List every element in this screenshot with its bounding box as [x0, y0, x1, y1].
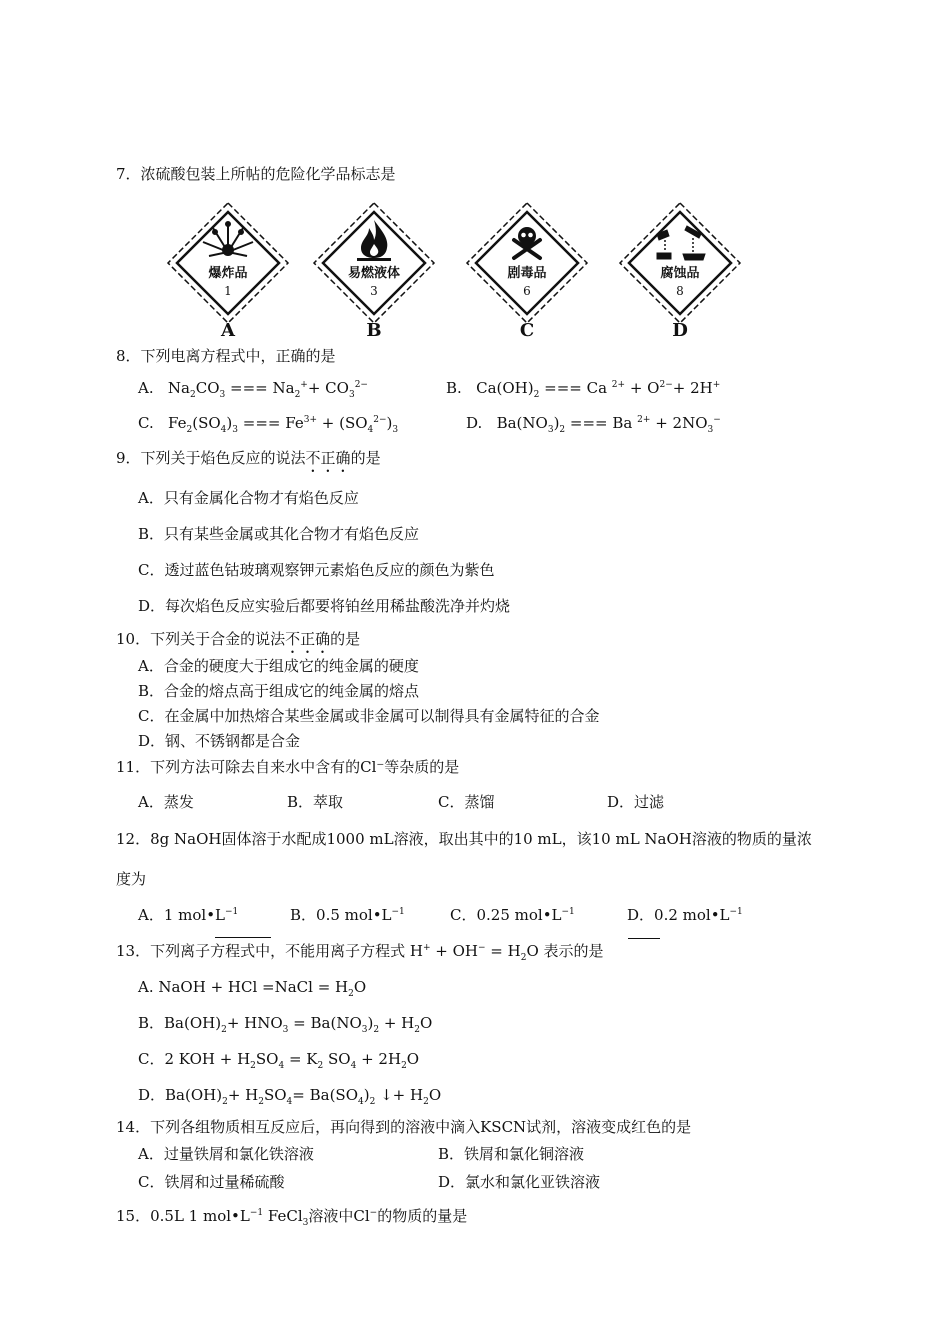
- q12-option-d: D．0.2 $mol•L^{-1}$: [627, 906, 743, 924]
- sign-c-letter: C: [519, 320, 535, 341]
- q14-stem: 14．下列各组物质相互反应后，再向得到的溶液中滴入KSCN试剂，溶液变成红色的是: [116, 1118, 692, 1136]
- q13-option-c: C．2 KOH + $H_2SO_4 = K_2$ $SO_4 + 2H_2O$: [138, 1050, 420, 1071]
- hazard-sign-d: [617, 200, 743, 326]
- underline-mark: [628, 938, 660, 939]
- sign-b-caption: 易燃液体: [347, 266, 400, 281]
- q8-option-c: C. $Fe_2(SO_4)_3$ === $Fe^{3+} + (SO_4^{2-})_3$: [138, 414, 399, 435]
- q10-option-d: D．钢、不锈钢都是合金: [138, 732, 301, 750]
- q12-stem-line1: 12．8g NaOH固体溶于水配成1000 mL溶液，取出其中的10 mL，该10 mL NaOH溶液的物质的量浓: [116, 830, 812, 848]
- sign-a-caption: 爆炸品: [208, 266, 248, 281]
- q10-option-b: B．合金的熔点高于组成它的纯金属的熔点: [138, 682, 420, 700]
- hazard-sign-c: [464, 200, 590, 326]
- q9-option-b: B．只有某些金属或其化合物才有焰色反应: [138, 525, 420, 543]
- q10-option-c: C．在金属中加热熔合某些金属或非金属可以制得具有金属特征的合金: [138, 707, 600, 725]
- q12-option-c: C．0.25 $mol•L^{-1}$: [450, 906, 575, 924]
- q12-stem-line2: 度为: [116, 870, 147, 888]
- q13-option-b: B．$Ba(OH)_2+ HNO_3 = Ba(NO_3)_2 + H_2O$: [138, 1014, 433, 1035]
- q8-option-a: A. $Na_2CO_3$ === $Na_2^++ CO_3^{2-}$: [138, 379, 368, 400]
- skull-crossbones-icon: [464, 200, 590, 326]
- sign-b-letter: B: [366, 320, 382, 341]
- q11-option-a: A．蒸发: [138, 793, 194, 811]
- q14-option-b: B．铁屑和氯化铜溶液: [438, 1145, 585, 1163]
- sign-a-letter: A: [221, 320, 235, 341]
- underline-mark: [215, 937, 271, 938]
- q9-stem: 9．下列关于焰色反应的说法不正确的是: [116, 449, 381, 467]
- q11-option-d: D．过滤: [607, 793, 665, 811]
- q8-stem: 8．下列电离方程式中，正确的是: [116, 347, 336, 365]
- sign-a-number: 1: [224, 284, 232, 298]
- sign-b-number: 3: [370, 284, 378, 298]
- q14-option-d: D．氯水和氯化亚铁溶液: [438, 1173, 601, 1191]
- flame-icon: [311, 200, 437, 326]
- q11-stem: 11．下列方法可除去自来水中含有的Cl⁻等杂质的是: [116, 758, 460, 776]
- q10-option-a: A．合金的硬度大于组成它的纯金属的硬度: [138, 657, 419, 675]
- q14-option-c: C．铁屑和过量稀硫酸: [138, 1173, 285, 1191]
- sign-d-letter: D: [672, 320, 688, 341]
- q12-option-b: B．0.5 $mol•L^{-1}$: [290, 906, 405, 924]
- q13-stem: 13．下列离子方程式中，不能用离子方程式 $H^+ + OH^- = H_2O$ 表示的是: [116, 942, 604, 963]
- hazard-sign-a: [165, 200, 291, 326]
- explosive-icon: [165, 200, 291, 326]
- q10-stem: 10．下列关于合金的说法不正确的是: [116, 630, 361, 648]
- sign-c-caption: 剧毒品: [507, 266, 547, 281]
- q12-option-a: A．1 $mol•L^{-1}$: [138, 906, 239, 924]
- q14-option-a: A．过量铁屑和氯化铁溶液: [138, 1145, 314, 1163]
- q8-option-d: D. $Ba(NO_3)_2$ === Ba $^{2+} + 2NO_3^-$: [466, 414, 721, 435]
- q9-option-c: C．透过蓝色钴玻璃观察钾元素焰色反应的颜色为紫色: [138, 561, 495, 579]
- q13-option-d: D．$Ba(OH)_2+ H_2SO_4= Ba(SO_4)_2$ ↓+ $H_2O$: [138, 1086, 442, 1107]
- q10-emphasis: 不正确: [285, 630, 331, 648]
- q9-emphasis: 不正确: [305, 449, 351, 467]
- hazard-sign-b: [311, 200, 437, 326]
- q9-option-a: A．只有金属化合物才有焰色反应: [138, 489, 359, 507]
- sign-d-caption: 腐蚀品: [660, 266, 700, 281]
- q15-stem: 15．0.5L 1 $mol•L^{-1}$ FeCl$_3$溶液中Cl−的物质的量是: [116, 1207, 468, 1228]
- q8-option-b: B. $Ca(OH)_2$ === Ca $^{2+} + O^{2-}+ 2H^+$: [446, 379, 721, 400]
- q9-option-d: D．每次焰色反应实验后都要将铂丝用稀盐酸洗净并灼烧: [138, 597, 511, 615]
- sign-d-number: 8: [676, 284, 684, 298]
- corrosive-icon: [617, 200, 743, 326]
- q13-option-a: A. NaOH + HCl =NaCl = $H_2O$: [138, 978, 367, 999]
- q11-option-b: B．萃取: [287, 793, 344, 811]
- q7-stem: 7．浓硫酸包装上所帖的危险化学品标志是: [116, 165, 396, 183]
- sign-c-number: 6: [523, 284, 531, 298]
- q11-option-c: C．蒸馏: [438, 793, 495, 811]
